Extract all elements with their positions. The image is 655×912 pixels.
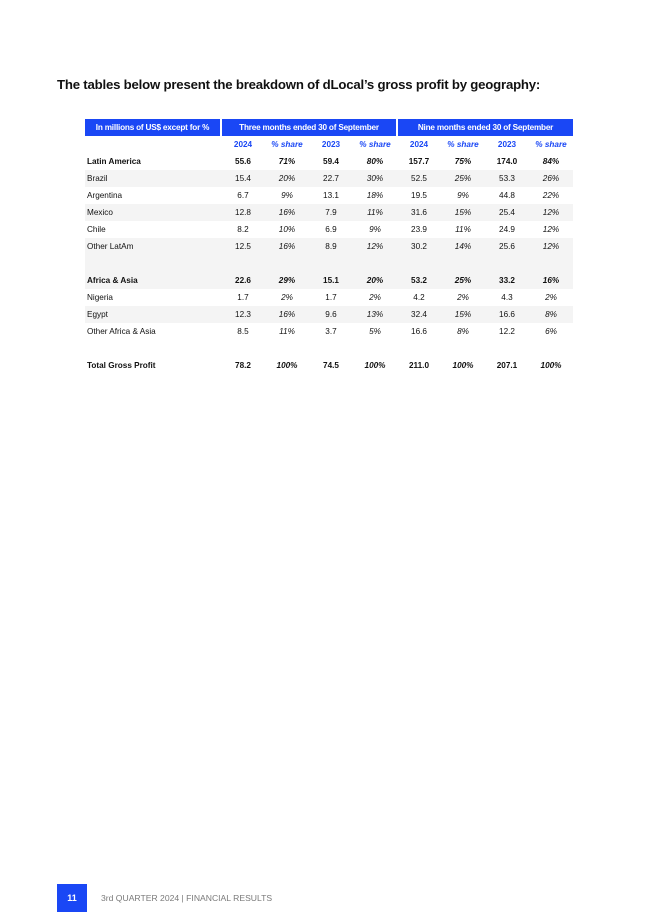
share-cell: 16% xyxy=(265,306,309,323)
header-units-label: In millions of US$ except for % xyxy=(85,119,221,136)
row-label: Chile xyxy=(85,221,221,238)
table-header-row xyxy=(85,119,573,136)
row-label: Latin America xyxy=(85,153,221,170)
subheader-blank xyxy=(85,136,221,153)
section-heading: The tables below present the breakdown of dLocal’s gross profit by geography: xyxy=(57,77,541,92)
share-cell: 12% xyxy=(529,238,573,255)
value-cell: 19.5 xyxy=(397,187,441,204)
value-cell: 53.2 xyxy=(397,272,441,289)
value-cell: 1.7 xyxy=(309,289,353,306)
share-cell: 75% xyxy=(441,153,485,170)
share-cell: 14% xyxy=(441,238,485,255)
value-cell: 30.2 xyxy=(397,238,441,255)
spacer-cell xyxy=(529,340,573,357)
footer-text: 3rd QUARTER 2024 | FINANCIAL RESULTS xyxy=(101,893,273,903)
value-cell: 1.7 xyxy=(221,289,265,306)
spacer-cell xyxy=(441,255,485,272)
table-row xyxy=(85,204,573,221)
share-cell: 20% xyxy=(353,272,397,289)
value-cell: 9.6 xyxy=(309,306,353,323)
value-cell: 8.2 xyxy=(221,221,265,238)
share-cell: 11% xyxy=(265,323,309,340)
row-label: Argentina xyxy=(85,187,221,204)
value-cell: 16.6 xyxy=(397,323,441,340)
value-cell: 207.1 xyxy=(485,357,529,374)
value-cell: 55.6 xyxy=(221,153,265,170)
share-cell: 26% xyxy=(529,170,573,187)
table-row xyxy=(85,357,573,374)
value-cell: 52.5 xyxy=(397,170,441,187)
spacer-cell xyxy=(85,340,221,357)
value-cell: 16.6 xyxy=(485,306,529,323)
value-cell: 25.6 xyxy=(485,238,529,255)
share-cell: 16% xyxy=(265,204,309,221)
value-cell: 13.1 xyxy=(309,187,353,204)
subheader-cell: 2023 xyxy=(309,136,353,153)
value-cell: 174.0 xyxy=(485,153,529,170)
share-cell: 100% xyxy=(529,357,573,374)
spacer-row xyxy=(85,255,573,272)
spacer-cell xyxy=(441,340,485,357)
value-cell: 78.2 xyxy=(221,357,265,374)
spacer-cell xyxy=(221,255,265,272)
subheader-cell: 2024 xyxy=(221,136,265,153)
value-cell: 23.9 xyxy=(397,221,441,238)
spacer-cell xyxy=(353,340,397,357)
share-cell: 9% xyxy=(353,221,397,238)
spacer-cell xyxy=(85,255,221,272)
value-cell: 12.2 xyxy=(485,323,529,340)
table-row xyxy=(85,306,573,323)
share-cell: 100% xyxy=(265,357,309,374)
share-cell: 15% xyxy=(441,306,485,323)
subheader-cell: 2024 xyxy=(397,136,441,153)
spacer-cell xyxy=(485,340,529,357)
header-three-months: Three months ended 30 of September xyxy=(221,119,397,136)
share-cell: 12% xyxy=(353,238,397,255)
share-cell: 29% xyxy=(265,272,309,289)
share-cell: 11% xyxy=(441,221,485,238)
value-cell: 53.3 xyxy=(485,170,529,187)
share-cell: 71% xyxy=(265,153,309,170)
share-cell: 16% xyxy=(265,238,309,255)
value-cell: 4.2 xyxy=(397,289,441,306)
value-cell: 12.3 xyxy=(221,306,265,323)
value-cell: 12.5 xyxy=(221,238,265,255)
share-cell: 20% xyxy=(265,170,309,187)
value-cell: 8.9 xyxy=(309,238,353,255)
row-label: Nigeria xyxy=(85,289,221,306)
spacer-cell xyxy=(529,255,573,272)
table-row xyxy=(85,323,573,340)
table-row xyxy=(85,153,573,170)
share-cell: 6% xyxy=(529,323,573,340)
share-cell: 11% xyxy=(353,204,397,221)
value-cell: 7.9 xyxy=(309,204,353,221)
value-cell: 74.5 xyxy=(309,357,353,374)
spacer-cell xyxy=(397,255,441,272)
spacer-cell xyxy=(309,255,353,272)
value-cell: 15.4 xyxy=(221,170,265,187)
subheader-cell: % share xyxy=(265,136,309,153)
share-cell: 16% xyxy=(529,272,573,289)
share-cell: 84% xyxy=(529,153,573,170)
value-cell: 25.4 xyxy=(485,204,529,221)
value-cell: 3.7 xyxy=(309,323,353,340)
subheader-cell: % share xyxy=(529,136,573,153)
table-subheader-row xyxy=(85,136,573,153)
table-row xyxy=(85,170,573,187)
row-label: Other Africa & Asia xyxy=(85,323,221,340)
table-row xyxy=(85,238,573,255)
spacer-cell xyxy=(221,340,265,357)
share-cell: 10% xyxy=(265,221,309,238)
share-cell: 9% xyxy=(265,187,309,204)
share-cell: 5% xyxy=(353,323,397,340)
table-body xyxy=(85,153,573,374)
share-cell: 12% xyxy=(529,221,573,238)
row-label: Egypt xyxy=(85,306,221,323)
value-cell: 22.6 xyxy=(221,272,265,289)
spacer-row xyxy=(85,340,573,357)
share-cell: 25% xyxy=(441,170,485,187)
share-cell: 15% xyxy=(441,204,485,221)
table-row xyxy=(85,221,573,238)
spacer-cell xyxy=(485,255,529,272)
subheader-cell: 2023 xyxy=(485,136,529,153)
subheader-cell: % share xyxy=(441,136,485,153)
share-cell: 100% xyxy=(353,357,397,374)
header-nine-months: Nine months ended 30 of September xyxy=(397,119,573,136)
share-cell: 13% xyxy=(353,306,397,323)
share-cell: 8% xyxy=(529,306,573,323)
value-cell: 33.2 xyxy=(485,272,529,289)
value-cell: 22.7 xyxy=(309,170,353,187)
value-cell: 44.8 xyxy=(485,187,529,204)
share-cell: 8% xyxy=(441,323,485,340)
share-cell: 18% xyxy=(353,187,397,204)
spacer-cell xyxy=(353,255,397,272)
row-label: Africa & Asia xyxy=(85,272,221,289)
row-label: Other LatAm xyxy=(85,238,221,255)
value-cell: 157.7 xyxy=(397,153,441,170)
gross-profit-table xyxy=(85,119,573,374)
share-cell: 2% xyxy=(353,289,397,306)
value-cell: 31.6 xyxy=(397,204,441,221)
table-row xyxy=(85,289,573,306)
value-cell: 4.3 xyxy=(485,289,529,306)
row-label: Total Gross Profit xyxy=(85,357,221,374)
share-cell: 100% xyxy=(441,357,485,374)
spacer-cell xyxy=(265,340,309,357)
value-cell: 32.4 xyxy=(397,306,441,323)
share-cell: 30% xyxy=(353,170,397,187)
subheader-cell: % share xyxy=(353,136,397,153)
value-cell: 6.7 xyxy=(221,187,265,204)
page-number-badge: 11 xyxy=(57,884,87,912)
row-label: Mexico xyxy=(85,204,221,221)
spacer-cell xyxy=(309,340,353,357)
share-cell: 2% xyxy=(265,289,309,306)
spacer-cell xyxy=(265,255,309,272)
value-cell: 12.8 xyxy=(221,204,265,221)
share-cell: 80% xyxy=(353,153,397,170)
value-cell: 15.1 xyxy=(309,272,353,289)
share-cell: 9% xyxy=(441,187,485,204)
row-label: Brazil xyxy=(85,170,221,187)
table-row xyxy=(85,272,573,289)
share-cell: 2% xyxy=(529,289,573,306)
value-cell: 8.5 xyxy=(221,323,265,340)
share-cell: 2% xyxy=(441,289,485,306)
spacer-cell xyxy=(397,340,441,357)
table-row xyxy=(85,187,573,204)
share-cell: 22% xyxy=(529,187,573,204)
share-cell: 12% xyxy=(529,204,573,221)
value-cell: 211.0 xyxy=(397,357,441,374)
share-cell: 25% xyxy=(441,272,485,289)
value-cell: 59.4 xyxy=(309,153,353,170)
value-cell: 6.9 xyxy=(309,221,353,238)
value-cell: 24.9 xyxy=(485,221,529,238)
